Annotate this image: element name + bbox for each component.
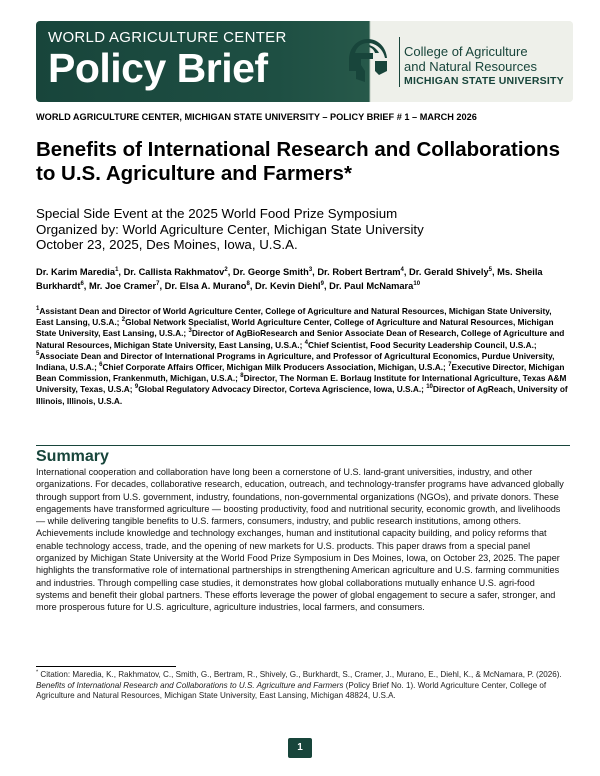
- college-name-line-2: and Natural Resources: [404, 59, 537, 74]
- university-name: MICHIGAN STATE UNIVERSITY: [404, 75, 564, 87]
- author-name: Dr. George Smith: [232, 267, 309, 277]
- author-name: Dr. Gerald Shively: [409, 267, 489, 277]
- author-entry: [255, 281, 329, 291]
- author-separator: ,: [83, 281, 89, 291]
- affiliation-entry: [135, 384, 426, 394]
- affiliation-number: 5: [36, 351, 40, 358]
- affiliation-text: Executive Director, Michigan Bean Commission, Frankenmuth, Michigan, U.S.A.;: [36, 362, 565, 384]
- footnote-marker: *: [36, 669, 39, 676]
- author-name: Dr. Karim Maredia: [36, 267, 116, 277]
- footnote-prefix: Citation: Maredia, K., Rakhmatov, C., Smith, G., Bertram, R., Shively, G., Burkhardt, S., Cramer, J., Murano, E., Diehl, K., & McNamara, P. (2026).: [38, 670, 562, 679]
- author-separator: ,: [491, 267, 498, 277]
- author-entry: [329, 281, 420, 291]
- brief-title: Policy Brief: [48, 45, 268, 91]
- author-affiliation-number: 3: [308, 266, 313, 273]
- summary-body: International cooperation and collaboration have long been a cornerstone of U.S. land-grant universities, industry, and other organizations. For decades, collaborative research, education, outreach, and technology-transfer programs have advanced globally through support from U.S. government, industry, foundations, non-governmental organizations (NGOs), and private donors. These engagements have transformed agriculture — boosting productivity, food and nutritional security, economic growth, and livelihoods — while delivering tangible benefits to U.S. farmers, consumers, industry, and public research institutions, among others. Achievements include knowledge and technology exchanges, human and institutional capacity building, and policy reforms that enable technology access, trade, and the opening of new markets for U.S. products. This paper draws from a special panel organized by Michigan State University at the World Food Prize Symposium in Des Moines, Iowa, on October 23, 2025. The paper highlights the transformative role of international partnerships in strengthening American agriculture and U.S. farming communities and industries. Through compelling case studies, it demonstrates how global collaborations mutually enhance U.S. agri-food systems and benefit their global partners. These efforts leverage the power of global engagement to secure a safer, stronger, and more prosperous future for U.S. agriculture, agriculture industries, local farmers, and consumers.: [36, 467, 564, 613]
- author-separator: ,: [323, 281, 330, 291]
- affiliation-text: Chief Scientist, Food Security Leadership Council, U.S.A.;: [308, 339, 537, 350]
- author-entry: [317, 267, 409, 277]
- affiliation-entry: [99, 362, 448, 372]
- footnote-suffix: (Policy Brief No. 1). World Agriculture Center, College of Agriculture and Natural Resources, Michigan State University, East Lansing, Michigan 48824, U.S.A.: [36, 680, 547, 701]
- affiliation-entry: [305, 340, 537, 350]
- affiliation-number: 3: [188, 328, 192, 335]
- author-affiliation-number: 9: [320, 280, 324, 287]
- event-line-2: Organized by: World Agriculture Center, Michigan State University: [36, 221, 424, 237]
- author-affiliation-number: 4: [400, 266, 404, 273]
- author-name: Dr. Callista Rakhmatov: [123, 267, 225, 277]
- author-affiliation-number: 6: [80, 280, 84, 287]
- banner-title-area: [36, 21, 371, 102]
- affiliation-list: [36, 306, 571, 407]
- affiliation-number: 6: [99, 362, 103, 369]
- page-title: Benefits of International Research and Collaborations to U.S. Agriculture and Farmers*: [36, 138, 560, 185]
- author-entry: [36, 267, 124, 277]
- affiliation-text: Director of AgReach, University of Illinois, Illinois, U.S.A.: [36, 384, 568, 406]
- policy-brief-banner: [36, 21, 573, 102]
- affiliation-number: 2: [121, 317, 126, 324]
- affiliation-text: Global Network Specialist, World Agriculture Center, College of Agriculture and Natural Resources, Michigan State University, East Lansing, U.S.A.;: [36, 317, 554, 339]
- author-name: Dr. Kevin Diehl: [254, 281, 321, 291]
- summary-heading: Summary: [36, 448, 109, 465]
- author-affiliation-number: 7: [156, 280, 160, 287]
- author-separator: ,: [159, 281, 165, 291]
- affiliation-number: 9: [134, 384, 139, 391]
- footnote-divider: [36, 666, 176, 667]
- author-separator: ,: [312, 267, 318, 277]
- affiliation-number: 7: [448, 362, 452, 369]
- center-name: WORLD AGRICULTURE CENTER: [48, 29, 287, 46]
- author-entry: [409, 267, 497, 277]
- author-separator: ,: [403, 267, 410, 277]
- author-entry: [124, 267, 233, 277]
- author-name: Mr. Joe Cramer: [88, 281, 157, 291]
- event-line-1: Special Side Event at the 2025 World Food Prize Symposium: [36, 206, 398, 221]
- author-affiliation-number: 2: [224, 266, 228, 273]
- affiliation-number: 4: [304, 339, 308, 346]
- affiliation-text: Chief Corporate Affairs Officer, Michigan Milk Producers Association, Michigan, U.S.A.;: [102, 362, 449, 373]
- author-entry: [165, 281, 255, 291]
- author-name: Dr. Robert Bertram: [317, 267, 401, 277]
- affiliation-number: 8: [240, 373, 244, 380]
- college-logo-area: [371, 21, 573, 102]
- event-info: [36, 206, 576, 253]
- affiliation-text: Director of AgBioResearch and Senior Associate Dean of Research, College of Agriculture and Natural Resources, Michigan State University, East Lansing, U.S.A.;: [36, 328, 565, 350]
- author-separator: ,: [118, 267, 124, 277]
- author-entry: [233, 267, 317, 277]
- event-line-3: October 23, 2025, Des Moines, Iowa, U.S.A.: [36, 237, 298, 252]
- author-affiliation-number: 5: [488, 266, 492, 273]
- author-separator: ,: [249, 281, 255, 291]
- author-entry: [89, 281, 165, 291]
- series-line: WORLD AGRICULTURE CENTER, MICHIGAN STATE UNIVERSITY – POLICY BRIEF # 1 – MARCH 2026: [36, 112, 477, 122]
- affiliation-text: Assistant Dean and Director of World Agriculture Center, College of Agriculture and Natural Resources, Michigan State University, East Lansing, U.S.A.;: [36, 306, 552, 328]
- affiliation-text: Global Regulatory Advocacy Director, Corteva Agriscience, Iowa, U.S.A.;: [138, 384, 427, 395]
- page-number: 1: [288, 738, 312, 758]
- spartan-helmet-icon: [343, 35, 393, 87]
- author-list: [36, 265, 576, 293]
- author-affiliation-number: 8: [246, 280, 250, 287]
- college-name-line-1: College of Agriculture: [404, 44, 528, 59]
- footnote-title: Benefits of International Research and Collaborations to U.S. Agriculture and Farmers: [36, 680, 344, 690]
- author-affiliation-number: 10: [413, 280, 421, 287]
- section-divider: [36, 445, 570, 446]
- author-affiliation-number: 1: [115, 266, 119, 273]
- author-name: Dr. Elsa A. Murano: [164, 281, 247, 291]
- author-separator: ,: [227, 267, 233, 277]
- affiliation-text: Director, The Norman E. Borlaug Institute for International Agriculture, Texas A&M University, Texas, U.S.A;: [36, 373, 567, 395]
- affiliation-text: Associate Dean and Director of International Programs in Agriculture, and Professor of Agricultural Economics, Purdue University, Indiana, U.S.A.;: [36, 350, 555, 373]
- author-name: Dr. Paul McNamara: [329, 281, 414, 291]
- logo-divider: [399, 37, 400, 87]
- affiliation-number: 1: [36, 306, 40, 313]
- author-name: Ms. Sheila Burkhardt: [36, 267, 543, 291]
- citation-footnote: [36, 670, 570, 702]
- affiliation-number: 10: [426, 384, 433, 391]
